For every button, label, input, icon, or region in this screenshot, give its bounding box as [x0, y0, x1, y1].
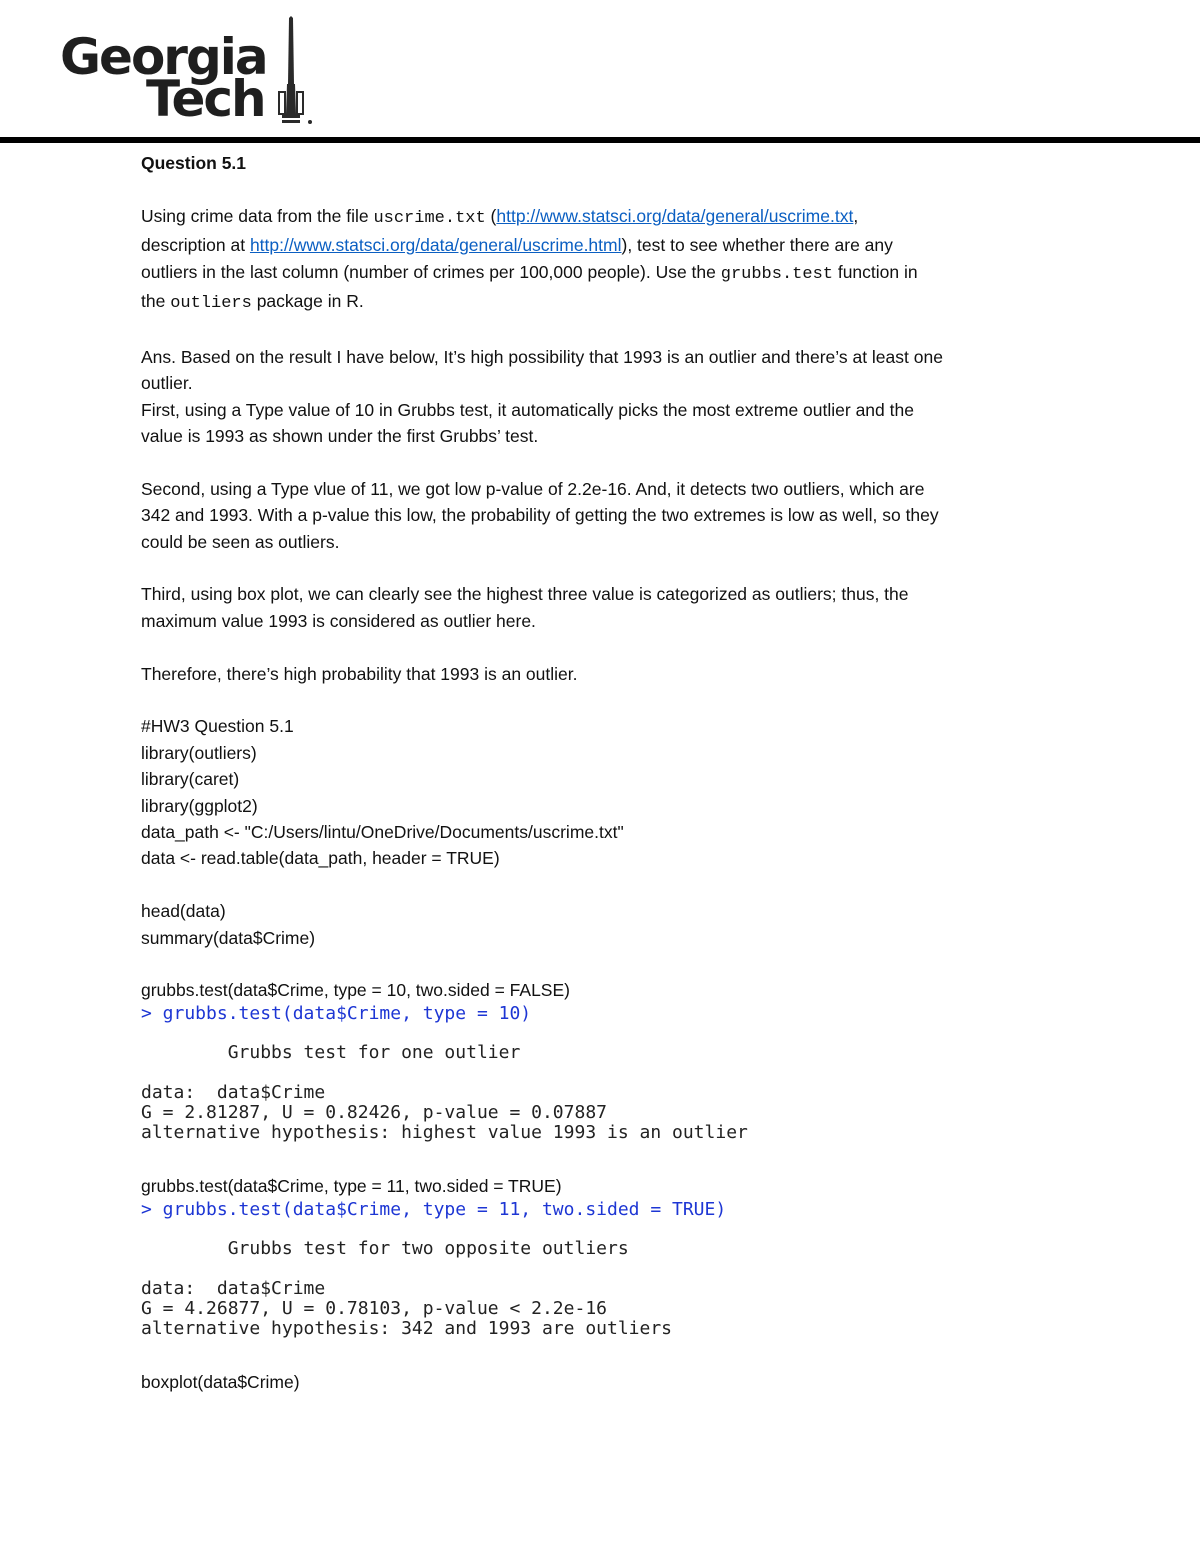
console-test-title: Grubbs test for one outlier — [141, 1042, 521, 1064]
code-line: library(ggplot2) — [141, 795, 258, 816]
question-text-line-2: description at http://www.statsci.org/data/general/uscrime.html), test to see whether there are any — [141, 235, 893, 256]
uscrime-txt-link[interactable]: http://www.statsci.org/data/general/uscrime.txt — [496, 205, 854, 226]
console-command: > grubbs.test(data$Crime, type = 10) — [141, 1002, 532, 1024]
answer-third-line: Third, using box plot, we can clearly see the highest three value is categorized as outliers; thus, the — [141, 584, 909, 605]
code-line: data_path <- "C:/Users/lintu/OneDrive/Documents/uscrime.txt" — [141, 822, 624, 843]
boxplot-call: boxplot(data$Crime) — [141, 1372, 300, 1393]
grubbs-test-2-call: grubbs.test(data$Crime, type = 11, two.sided = TRUE) — [141, 1176, 562, 1197]
question-text-line-1: Using crime data from the file uscrime.txt (http://www.statsci.org/data/general/uscrime.txt, — [141, 205, 859, 228]
console-output-line: alternative hypothesis: 342 and 1993 are outliers — [141, 1317, 673, 1339]
page-header — [0, 0, 1200, 150]
answer-third-line: maximum value 1993 is considered as outlier here. — [141, 610, 536, 631]
grubbs-test-1-call: grubbs.test(data$Crime, type = 10, two.sided = FALSE) — [141, 980, 570, 1001]
code-filename: uscrime.txt — [373, 208, 486, 228]
answer-conclusion: Therefore, there’s high probability that 1993 is an outlier. — [141, 663, 578, 684]
answer-second-line: Second, using a Type vlue of 11, we got low p-value of 2.2e-16. And, it detects two outliers, which are — [141, 478, 925, 499]
tech-tower-icon — [276, 14, 320, 129]
console-output-line: G = 4.26877, U = 0.78103, p-value < 2.2e-16 — [141, 1297, 607, 1319]
answer-second-line: could be seen as outliers. — [141, 531, 340, 552]
code-package-name: outliers — [170, 294, 252, 314]
code-line: #HW3 Question 5.1 — [141, 716, 294, 737]
answer-line: outlier. — [141, 373, 193, 394]
logo-text-georgia: Georgia — [60, 28, 267, 86]
logo-text-tech: Tech — [146, 70, 265, 128]
console-command: > grubbs.test(data$Crime, type = 11, two.sided = TRUE) — [141, 1198, 727, 1220]
console-output-line: data: data$Crime — [141, 1278, 326, 1300]
question-title: Question 5.1 — [141, 153, 247, 173]
console-test-title: Grubbs test for two opposite outliers — [141, 1238, 629, 1260]
code-line: library(outliers) — [141, 742, 257, 763]
question-text-line-4: the outliers package in R. — [141, 291, 364, 314]
console-output-line: alternative hypothesis: highest value 1993 is an outlier — [141, 1121, 748, 1143]
answer-line: Ans. Based on the result I have below, It’s high possibility that 1993 is an outlier and there’s at least one — [141, 346, 943, 367]
code-line: head(data) — [141, 901, 226, 922]
answer-second-line: 342 and 1993. With a p-value this low, the probability of getting the two extremes is low as well, so they — [141, 505, 939, 526]
code-line: library(caret) — [141, 769, 240, 790]
header-divider — [0, 137, 1200, 143]
document-body — [141, 150, 1071, 1396]
georgia-tech-logo — [58, 14, 328, 129]
answer-line: value is 1993 as shown under the first Grubbs’ test. — [141, 426, 539, 447]
console-output-line: G = 2.81287, U = 0.82426, p-value = 0.07887 — [141, 1101, 607, 1123]
code-line: summary(data$Crime) — [141, 927, 316, 948]
uscrime-html-link[interactable]: http://www.statsci.org/data/general/uscrime.html — [249, 235, 622, 256]
code-line: data <- read.table(data_path, header = TRUE) — [141, 848, 500, 869]
code-function-name: grubbs.test — [720, 264, 833, 284]
answer-line: First, using a Type value of 10 in Grubbs test, it automatically picks the most extreme outlier and the — [141, 399, 914, 420]
console-output-line: data: data$Crime — [141, 1082, 326, 1104]
question-text-line-3: outliers in the last column (number of crimes per 100,000 people). Use the grubbs.test function in — [141, 261, 918, 284]
